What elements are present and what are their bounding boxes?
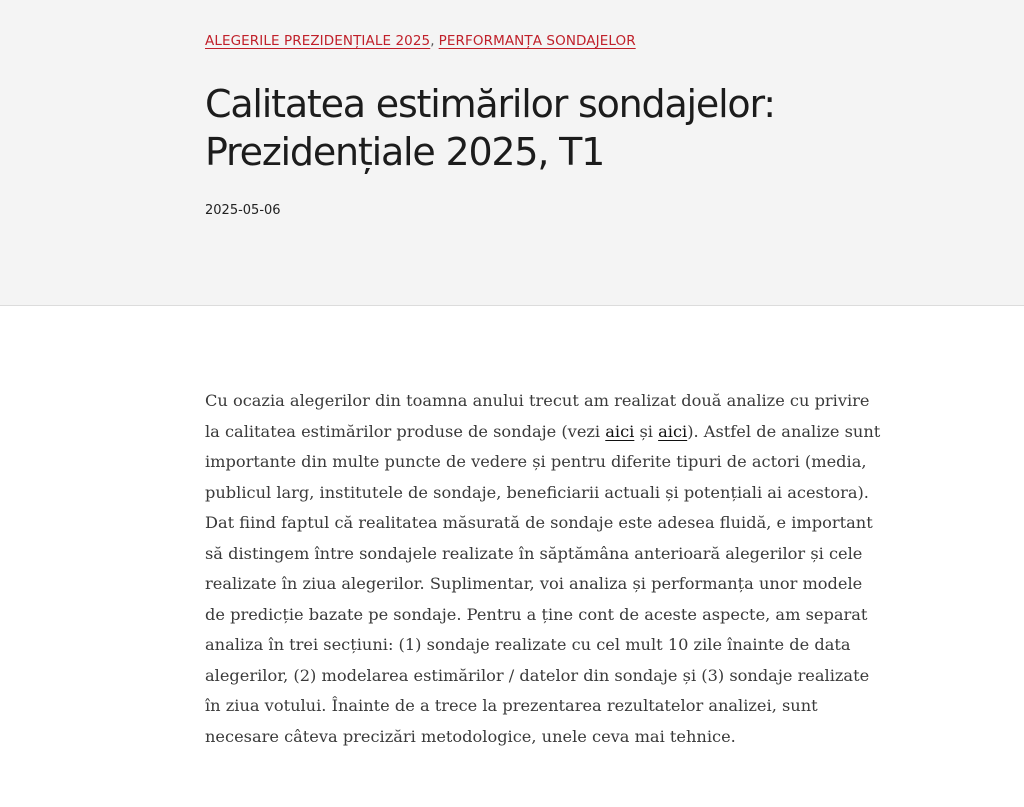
page-title-line-2: Prezidențiale 2025, T1 <box>205 130 605 174</box>
article-intro-paragraph <box>205 386 885 752</box>
category-link-poll-performance[interactable]: PERFORMANȚA SONDAJELOR <box>438 33 636 49</box>
intro-text-part-1: Cu ocazia alegerilor din toamna anului trecut am realizat două analize cu privire la calitatea estimărilor produse de sondaje (vezi <box>205 391 870 441</box>
link-previous-analysis-2[interactable]: aici <box>658 421 688 441</box>
category-list <box>205 33 636 49</box>
intro-text-part-2: ). Astfel de analize sunt importante din multe puncte de vedere și pentru diferite tipuri de actori (media, publicul larg, institutele de sondaje, beneficiarii actuali și potențiali ai acestora). Dat fiind faptul că realitatea măsurată de sondaje este adesea fluidă, e important să distingem între sondajele realizate în săptămâna anterioară alegerilor și cele realizate în ziua alegerilor. Suplimentar, voi analiza și performanța unor modele de predicție bazate pe sondaje. Pentru a ține cont de aceste aspecte, am separat analiza în trei secțiuni: (1) sondaje realizate cu cel mult 10 zile înainte de data alegerilor, (2) modelarea estimărilor / datelor din sondaje și (3) sondaje realizate în ziua votului. Înainte de a trece la prezentarea rezultatelor analizei, sunt necesare câteva precizări metodologice, unele ceva mai tehnice. <box>205 421 881 746</box>
page-title-line-1: Calitatea estimărilor sondajelor: <box>205 82 775 126</box>
article-header <box>0 0 1024 306</box>
category-link-presidential-elections[interactable]: ALEGERILE PREZIDENȚIALE 2025 <box>205 33 431 49</box>
intro-text-mid: și <box>634 421 659 441</box>
page-title <box>205 80 885 176</box>
category-separator: , <box>430 33 435 49</box>
publish-date: 2025-05-06 <box>205 203 281 218</box>
link-previous-analysis-1[interactable]: aici <box>605 421 635 441</box>
